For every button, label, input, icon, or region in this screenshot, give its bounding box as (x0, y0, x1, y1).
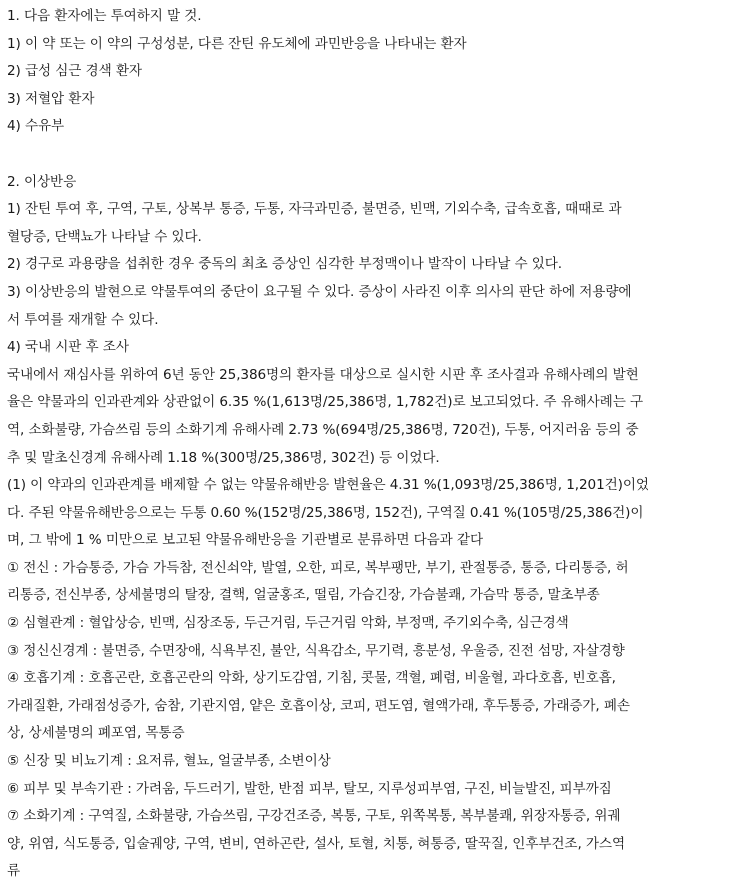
organ-class-line: ① 전신 : 가슴통증, 가슴 가득참, 전신쇠약, 발열, 오한, 피로, 복부팽만, 부기, 관절통증, 통증, 다리통증, 허 (7, 559, 629, 576)
organ-class-line: ③ 정신신경계 : 불면증, 수면장애, 식욕부진, 불안, 식욕감소, 무기력, 흥분성, 우울증, 진전 섬망, 자살경향 (7, 642, 625, 659)
contraindications-section (7, 3, 735, 141)
adverse-text-line: 3) 이상반응의 발현으로 약물투여의 중단이 요구될 수 있다. 증상이 사라진 이후 의사의 판단 하에 저용량에 (7, 283, 632, 300)
adverse-text-line: 다. 주된 약물유해반응으로는 두통 0.60 %(152명/25,386명, 152건), 구역질 0.41 %(105명/25,386건)이 (7, 504, 644, 521)
organ-class-line: 류 (7, 863, 21, 880)
adverse-text-line: 며, 그 밖에 1 % 미만으로 보고된 약물유해반응을 기관별로 분류하면 다음과 같다 (7, 532, 483, 549)
organ-class-line: ⑦ 소화기계 : 구역질, 소화불량, 가슴쓰림, 구강건조증, 복통, 구토, 위쪽복통, 복부불쾌, 위장자통증, 위궤 (7, 808, 621, 825)
adverse-text-line: 2) 경구로 과용량을 섭취한 경우 중독의 최초 증상인 심각한 부정맥이나 발작이 나타날 수 있다. (7, 256, 563, 273)
organ-class-line: ② 심혈관계 : 혈압상승, 빈맥, 심장조동, 두근거림, 두근거림 악화, 부정맥, 주기외수축, 심근경색 (7, 615, 569, 632)
organ-class-line: 상, 상세불명의 폐포염, 목통증 (7, 725, 185, 742)
organ-class-line: 양, 위염, 식도통증, 입술궤양, 구역, 변비, 연하곤란, 설사, 토혈, 치통, 혀통증, 딸꾹질, 인후부건조, 가스역 (7, 835, 625, 852)
organ-class-line: 리통증, 전신부종, 상세불명의 탈장, 결핵, 얼굴홍조, 떨림, 가슴긴장, 가슴불쾌, 가슴막 통증, 말초부종 (7, 587, 600, 604)
adverse-text-line: (1) 이 약과의 인과관계를 배제할 수 없는 약물유해반응 발현율은 4.31 %(1,093명/25,386명, 1,201건)이었 (7, 477, 649, 494)
contraindication-item: 3) 저혈압 환자 (7, 90, 95, 107)
postmarketing-heading: 4) 국내 시판 후 조사 (7, 339, 129, 356)
organ-class-line: ④ 호흡기계 : 호흡곤란, 호흡곤란의 악화, 상기도감염, 기침, 콧물, 객혈, 폐렴, 비울혈, 과다호흡, 빈호흡, (7, 670, 616, 687)
adverse-text-line: 혈당증, 단백뇨가 나타날 수 있다. (7, 228, 202, 245)
contraindications-heading: 1. 다음 환자에는 투여하지 말 것. (7, 8, 202, 24)
organ-class-line: ⑤ 신장 및 비뇨기계 : 요저류, 혈뇨, 얼굴부종, 소변이상 (7, 753, 331, 770)
adverse-text-line: 역, 소화불량, 가슴쓰림 등의 소화기계 유해사례 2.73 %(694명/25,386명, 720건), 두통, 어지러움 등의 중 (7, 421, 639, 438)
contraindication-item: 1) 이 약 또는 이 약의 구성성분, 다른 잔틴 유도체에 과민반응을 나타내는 환자 (7, 35, 467, 52)
document-body (7, 3, 735, 886)
adverse-reactions-section (7, 169, 735, 886)
adverse-text-line: 추 및 말초신경계 유해사례 1.18 %(300명/25,386명, 302건) 등 이었다. (7, 449, 440, 466)
organ-class-line: ⑥ 피부 및 부속기관 : 가려움, 두드러기, 발한, 반점 피부, 탈모, 지루성피부염, 구진, 비늘발진, 피부까짐 (7, 780, 612, 797)
adverse-text-line: 국내에서 재심사를 위하여 6년 동안 25,386명의 환자를 대상으로 실시한 시판 후 조사결과 유해사례의 발현 (7, 366, 639, 383)
section-spacer (7, 141, 735, 169)
adverse-text-line: 율은 약물과의 인과관계와 상관없이 6.35 %(1,613명/25,386명, 1,782건)로 보고되었다. 주 유해사례는 구 (7, 394, 643, 411)
adverse-text-line: 서 투여를 재개할 수 있다. (7, 311, 159, 328)
organ-class-line: 가래질환, 가래점성증가, 숨참, 기관지염, 얕은 호흡이상, 코피, 편도염, 혈액가래, 후두통증, 가래증가, 폐손 (7, 697, 630, 714)
contraindication-item: 4) 수유부 (7, 118, 65, 135)
adverse-text-line: 1) 잔틴 투여 후, 구역, 구토, 상복부 통증, 두통, 자극과민증, 불면증, 빈맥, 기외수축, 급속호흡, 때때로 과 (7, 201, 622, 218)
adverse-heading: 2. 이상반응 (7, 173, 77, 190)
contraindication-item: 2) 급성 심근 경색 환자 (7, 63, 142, 80)
